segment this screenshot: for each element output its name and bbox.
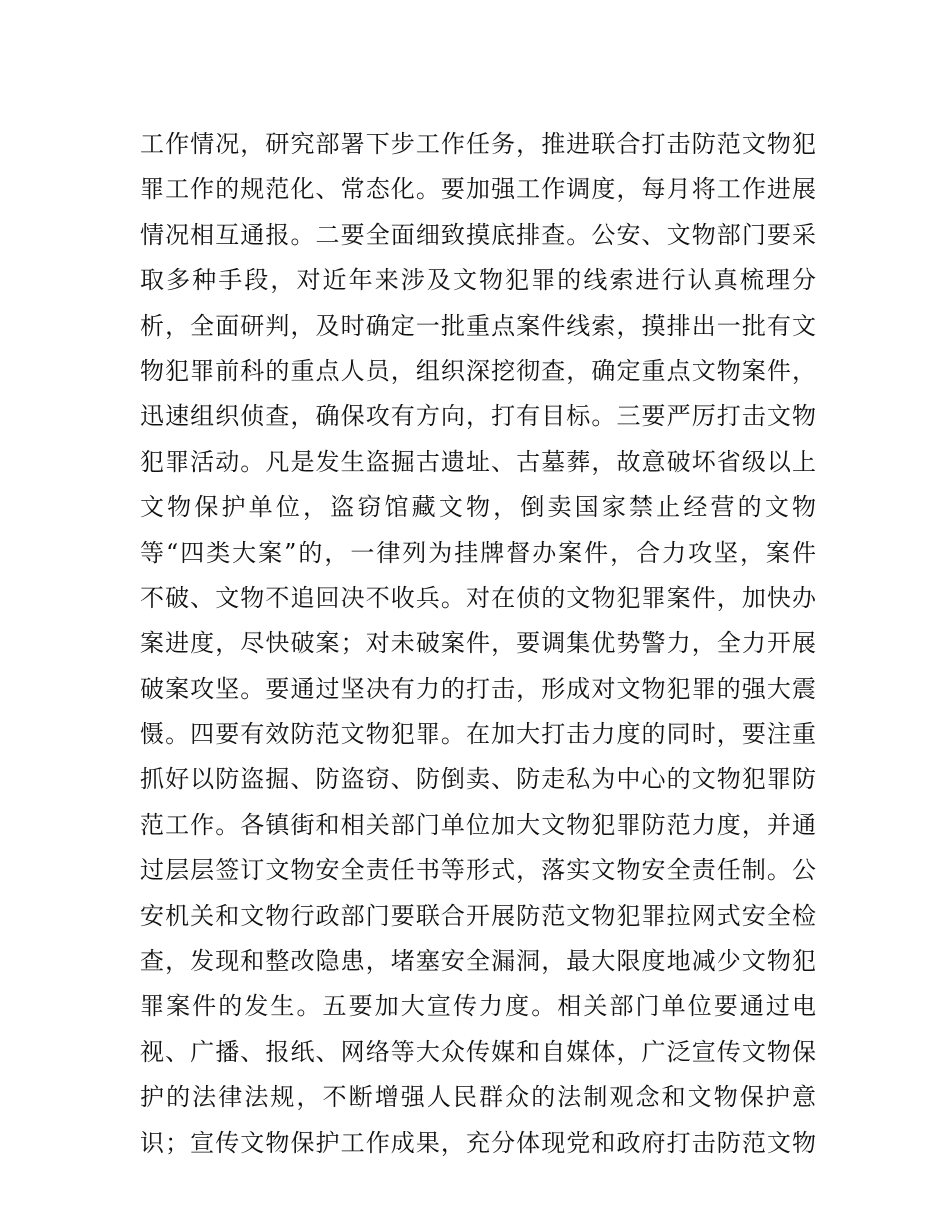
text-line: 破案攻坚。要通过坚决有力的打击，形成对文物犯罪的强大震 xyxy=(140,674,816,703)
text-line: 过层层签订文物安全责任书等形式，落实文物安全责任制。公 xyxy=(140,856,816,885)
text-line: 等“四类大案”的，一律列为挂牌督办案件，合力攻坚，案件 xyxy=(140,538,816,567)
text-line: 析，全面研判，及时确定一批重点案件线索，摸排出一批有文 xyxy=(140,311,816,340)
text-line: 慑。四要有效防范文物犯罪。在加大打击力度的同时，要注重 xyxy=(140,720,816,749)
text-line: 识；宣传文物保护工作成果，充分体现党和政府打击防范文物 xyxy=(140,1128,816,1157)
text-line: 犯罪活动。凡是发生盗掘古遗址、古墓葬，故意破坏省级以上 xyxy=(140,447,816,476)
text-line: 不破、文物不追回决不收兵。对在侦的文物犯罪案件，加快办 xyxy=(140,583,816,612)
text-line: 查，发现和整改隐患，堵塞安全漏洞，最大限度地减少文物犯 xyxy=(140,947,816,976)
text-line: 案进度，尽快破案；对未破案件，要调集优势警力，全力开展 xyxy=(140,629,816,658)
text-line: 物犯罪前科的重点人员，组织深挖彻查，确定重点文物案件， xyxy=(140,356,816,385)
body-text xyxy=(140,122,816,1166)
text-line: 安机关和文物行政部门要联合开展防范文物犯罪拉网式安全检 xyxy=(140,901,816,930)
text-line: 范工作。各镇街和相关部门单位加大文物犯罪防范力度，并通 xyxy=(140,810,816,839)
text-line: 抓好以防盗掘、防盗窃、防倒卖、防走私为中心的文物犯罪防 xyxy=(140,765,816,794)
text-line: 罪案件的发生。五要加大宣传力度。相关部门单位要通过电 xyxy=(140,992,816,1021)
text-line: 情况相互通报。二要全面细致摸底排查。公安、文物部门要采 xyxy=(140,220,816,249)
text-line: 护的法律法规，不断增强人民群众的法制观念和文物保护意 xyxy=(140,1083,816,1112)
text-line: 取多种手段，对近年来涉及文物犯罪的线索进行认真梳理分 xyxy=(140,266,816,295)
text-line: 文物保护单位，盗窃馆藏文物，倒卖国家禁止经营的文物 xyxy=(140,493,816,522)
text-line: 视、广播、报纸、网络等大众传媒和自媒体，广泛宣传文物保 xyxy=(140,1037,816,1066)
text-line: 罪工作的规范化、常态化。要加强工作调度，每月将工作进展 xyxy=(140,175,816,204)
text-line: 迅速组织侦查，确保攻有方向，打有目标。三要严厉打击文物 xyxy=(140,402,816,431)
text-line: 工作情况，研究部署下步工作任务，推进联合打击防范文物犯 xyxy=(140,130,816,158)
